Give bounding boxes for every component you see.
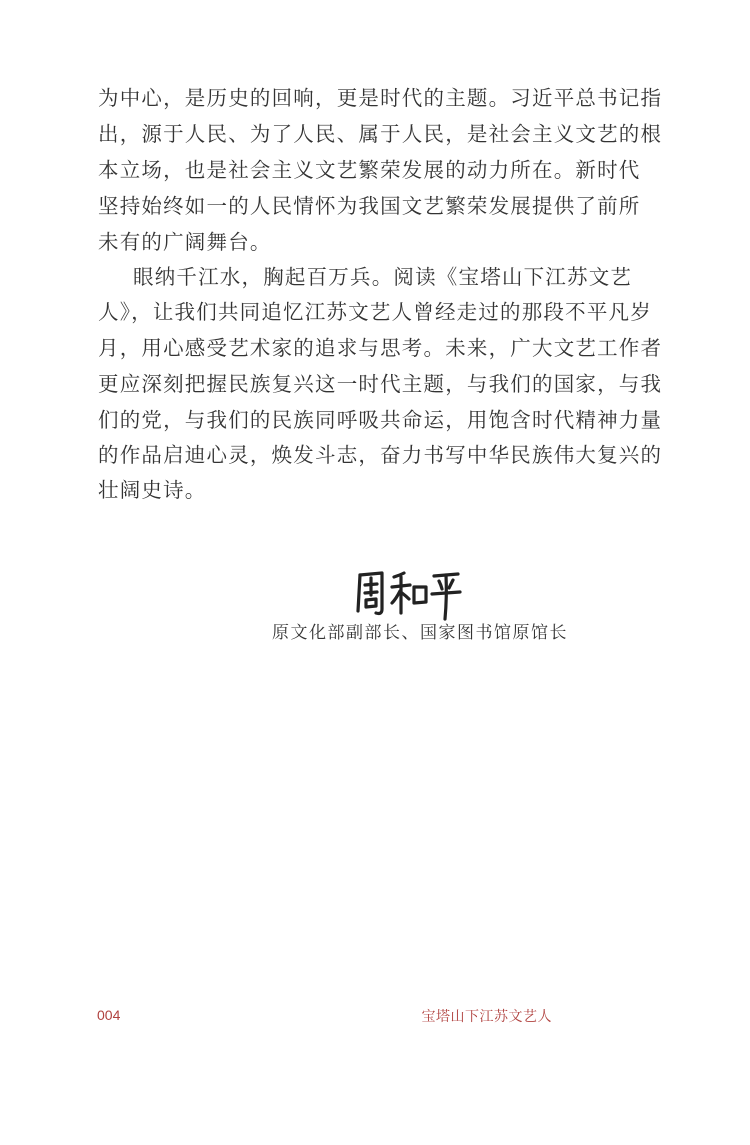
paragraph-line: 们的党，与我们的民族同呼吸共命运，用饱含时代精神力量 [98, 408, 663, 432]
handwritten-signature [352, 565, 464, 621]
page-number: 004 [97, 1007, 121, 1023]
paragraph-line: 本立场，也是社会主义文艺繁荣发展的动力所在。新时代 [98, 158, 641, 182]
running-title: 宝塔山下江苏文艺人 [421, 1008, 552, 1024]
author-title: 原文化部副部长、国家图书馆原馆长 [272, 623, 568, 643]
paragraph-line: 壮阔史诗。 [98, 478, 207, 502]
paragraph-line: 出，源于人民、为了人民、属于人民，是社会主义文艺的根 [98, 122, 663, 146]
paragraph-line: 坚持始终如一的人民情怀为我国文艺繁荣发展提供了前所 [98, 194, 641, 218]
paragraph-line: 的作品启迪心灵，焕发斗志，奋力书写中华民族伟大复兴的 [98, 443, 663, 467]
paragraph-line: 人》，让我们共同追忆江苏文艺人曾经走过的那段不平凡岁 [98, 300, 652, 324]
paragraph-line: 为中心，是历史的回响，更是时代的主题。习近平总书记指 [98, 86, 663, 110]
paragraph-line: 未有的广阔舞台。 [98, 230, 272, 254]
paragraph-line: 更应深刻把握民族复兴这一时代主题，与我们的国家，与我 [98, 372, 663, 396]
paragraph-line: 眼纳千江水，胸起百万兵。阅读《宝塔山下江苏文艺 [133, 265, 633, 289]
paragraph-line: 月，用心感受艺术家的追求与思考。未来，广大文艺工作者 [98, 336, 663, 360]
